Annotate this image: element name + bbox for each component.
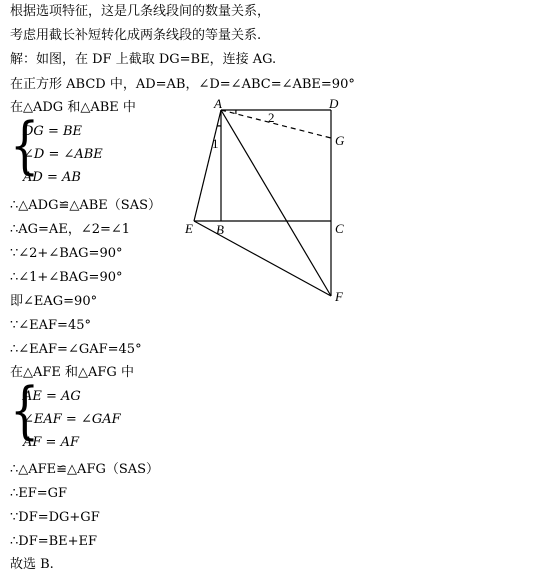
label-d: D (329, 96, 339, 111)
step-df-sum: ∵DF=DG+GF (10, 510, 100, 525)
left-brace: { (10, 373, 40, 447)
step-eag: 即∠EAG=90° (10, 294, 98, 309)
label-b: B (216, 222, 224, 237)
step-angle-2-sum: ∵∠2+∠BAG=90° (10, 246, 123, 261)
step-angle-1-sum: ∴∠1+∠BAG=90° (10, 270, 123, 285)
step-eaf-gaf: ∴∠EAF=∠GAF=45° (10, 342, 142, 357)
system1-row-2: ∠D = ∠ABE (23, 147, 103, 162)
solution-start: 解：如图，在 DF 上截取 DG=BE，连接 AG. (10, 52, 277, 67)
step-ef-gf: ∴EF=GF (10, 486, 68, 501)
label-f: F (335, 289, 343, 304)
label-a: A (214, 96, 222, 111)
answer: 故选 B. (10, 557, 54, 572)
segment-ae (194, 110, 221, 221)
label-e: E (185, 221, 193, 236)
triangles-afe-afg: 在△AFE 和△AFG 中 (10, 365, 134, 380)
system1-row-3: AD = AB (23, 170, 81, 185)
step-df-result: ∴DF=BE+EF (10, 534, 98, 549)
congruence-1: ∴△ADG≌△ABE（SAS） (10, 198, 161, 213)
label-angle-1: 1 (212, 136, 219, 151)
segment-af (221, 110, 331, 296)
intro-line-2: 考虑用截长补短转化成两条线段的等量关系. (10, 28, 262, 43)
square-facts: 在正方形 ABCD 中，AD=AB，∠D=∠ABC=∠ABE=90° (10, 77, 355, 92)
system2-row-2: ∠EAF = ∠GAF (23, 412, 121, 427)
step-eaf: ∵∠EAF=45° (10, 318, 91, 333)
intro-line-1: 根据选项特征，这是几条线段间的数量关系， (10, 4, 271, 19)
label-angle-2: 2 (268, 110, 275, 125)
segment-ag-dashed (221, 110, 331, 138)
left-brace: { (10, 108, 40, 182)
system2-row-3: AF = AF (23, 435, 79, 450)
step-ag-ae: ∴AG=AE，∠2=∠1 (10, 222, 131, 237)
system1-row-1: DG = BE (23, 124, 83, 139)
label-c: C (335, 221, 344, 236)
triangles-adg-abe: 在△ADG 和△ABE 中 (10, 100, 136, 115)
segment-ef (194, 221, 331, 296)
system2-row-1: AE = AG (23, 389, 81, 404)
label-g: G (335, 133, 345, 148)
congruence-2: ∴△AFE≌△AFG（SAS） (10, 462, 160, 477)
